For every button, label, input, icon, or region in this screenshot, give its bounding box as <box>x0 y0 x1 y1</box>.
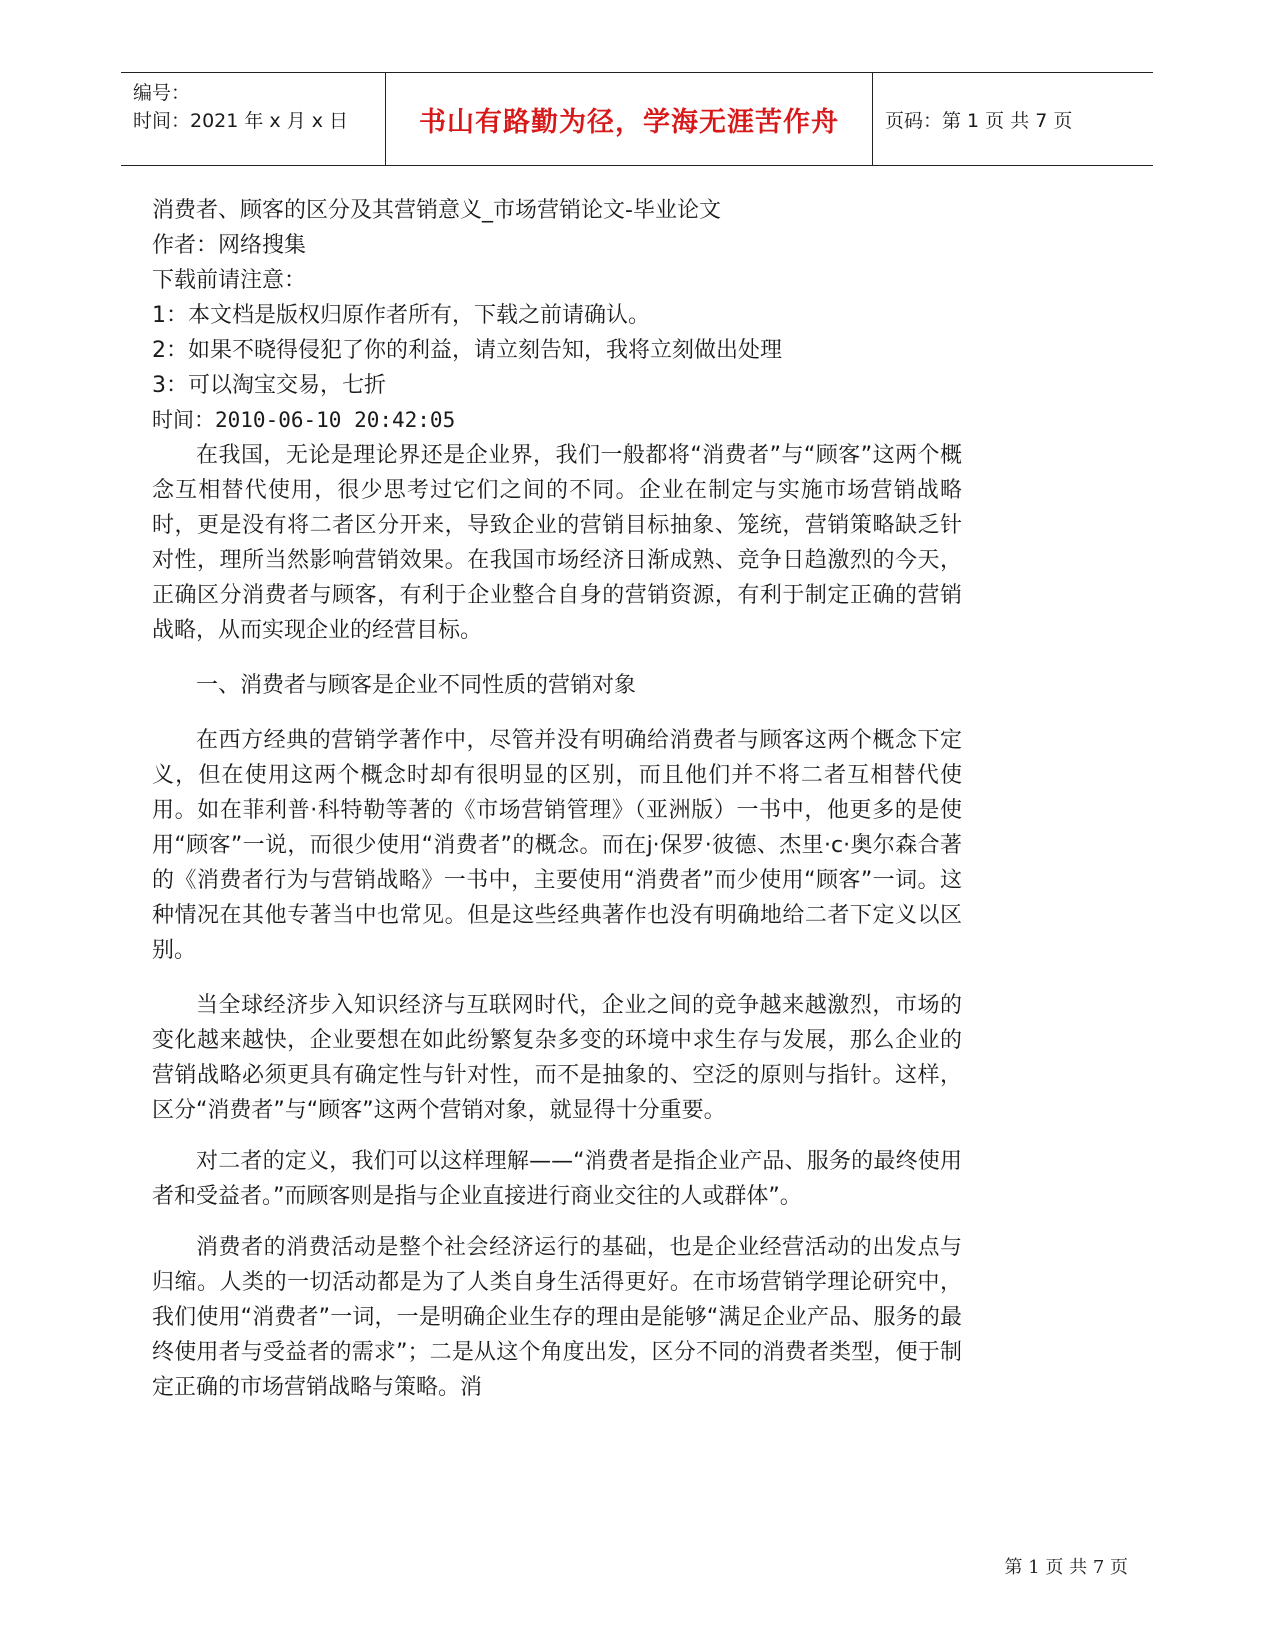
document-body <box>152 193 962 1405</box>
notice-item-3: 3：可以淘宝交易，七折 <box>152 373 386 398</box>
header-number-label: 编号： <box>133 82 191 104</box>
notice-item-1: 1：本文档是版权归原作者所有，下载之前请确认。 <box>152 303 650 328</box>
document-author: 作者：网络搜集 <box>152 233 307 258</box>
paragraph-1: 在我国，无论是理论界还是企业界，我们一般都将“消费者”与“顾客”这两个概念互相替代使用，很少思考过它们之间的不同。企业在制定与实施市场营销战略时，更是没有将二者区分开来，导致企业的营销目标抽象、笼统，营销策略缺乏针对性，理所当然影响营销效果。在我国市场经济日渐成熟、竞争日趋激烈的今天，正确区分消费者与顾客，有利于企业整合自身的营销资源，有利于制定正确的营销战略，从而实现企业的经营目标。 <box>152 443 962 643</box>
paragraph-4: 对二者的定义，我们可以这样理解——“消费者是指企业产品、服务的最终使用者和受益者。”而顾客则是指与企业直接进行商业交往的人或群体”。 <box>152 1149 962 1209</box>
footer-page-number: 第 1 页 共 7 页 <box>1004 1557 1128 1578</box>
paragraph-3: 当全球经济步入知识经济与互联网时代，企业之间的竞争越来越激烈，市场的变化越来越快，企业要想在如此纷繁复杂多变的环境中求生存与发展，那么企业的营销战略必须更具有确定性与针对性，而不是抽象的、空泛的原则与指针。这样，区分“消费者”与“顾客”这两个营销对象，就显得十分重要。 <box>152 993 962 1123</box>
header-motto: 书山有路勤为径，学海无涯苦作舟 <box>385 73 873 165</box>
document-header <box>121 72 1153 166</box>
header-left-cell <box>121 73 385 165</box>
paragraph-5: 消费者的消费活动是整个社会经济运行的基础，也是企业经营活动的出发点与归缩。人类的一切活动都是为了人类自身生活得更好。在市场营销学理论研究中，我们使用“消费者”一词，一是明确企业生存的理由是能够“满足企业产品、服务的最终使用者与受益者的需求”；二是从这个角度出发，区分不同的消费者类型，便于制定正确的市场营销战略与策略。消 <box>152 1235 962 1400</box>
document-time: 时间：2010-06-10 20:42:05 <box>152 408 456 432</box>
notice-item-2: 2：如果不晓得侵犯了你的利益，请立刻告知，我将立刻做出处理 <box>152 338 782 363</box>
download-notice: 下载前请注意： <box>152 268 307 293</box>
section-heading-1: 一、消费者与顾客是企业不同性质的营销对象 <box>196 673 637 698</box>
document-title: 消费者、顾客的区分及其营销意义_市场营销论文-毕业论文 <box>152 198 721 223</box>
header-time-label: 时间：2021 年 x 月 x 日 <box>133 110 349 132</box>
paragraph-2: 在西方经典的营销学著作中，尽管并没有明确给消费者与顾客这两个概念下定义，但在使用这两个概念时却有很明显的区别，而且他们并不将二者互相替代使用。如在菲利普·科特勒等著的《市场营销管理》（亚洲版）一书中，他更多的是使用“顾客”一说，而很少使用“消费者”的概念。而在j·保罗·彼德、杰里·c·奥尔森合著的《消费者行为与营销战略》一书中，主要使用“消费者”而少使用“顾客”一词。这种情况在其他专著当中也常见。但是这些经典著作也没有明确地给二者下定义以区别。 <box>152 728 962 963</box>
header-page-label: 页码：第 1 页 共 7 页 <box>885 109 1073 132</box>
